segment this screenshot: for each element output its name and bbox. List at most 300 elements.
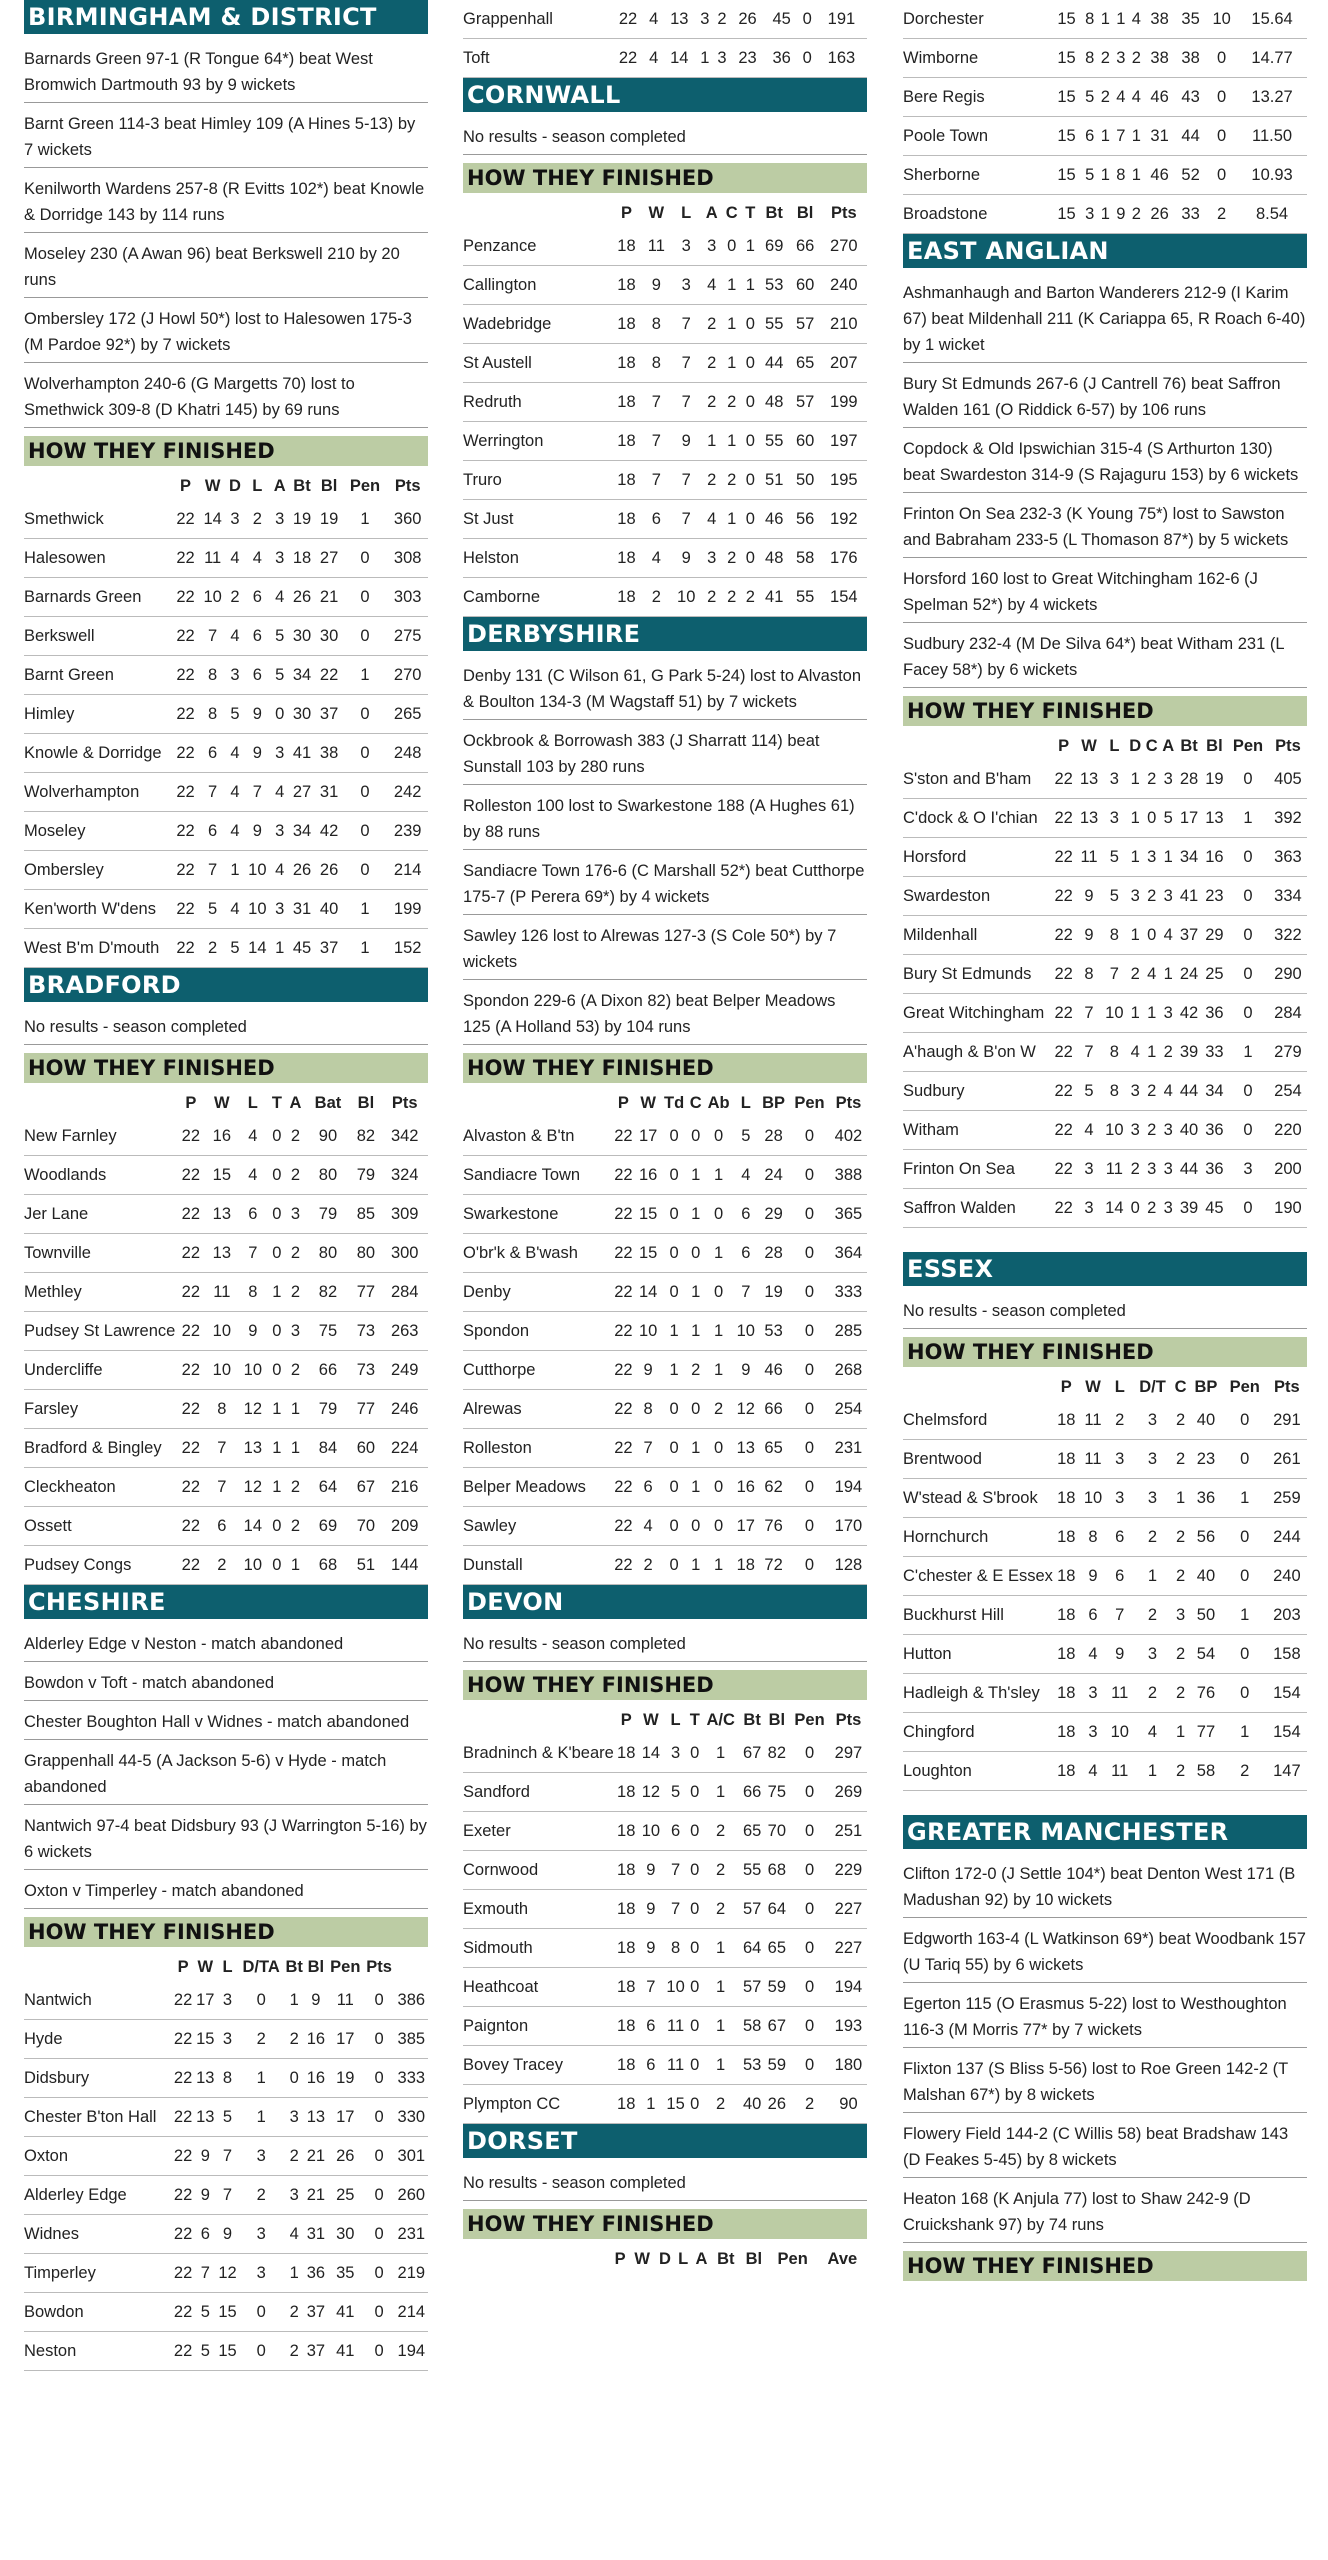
how-they-finished-header: HOW THEY FINISHED	[463, 1053, 867, 1083]
stat-cell: 4	[226, 773, 244, 812]
stat-cell: 0	[688, 2085, 702, 2124]
stat-cell: 22	[1051, 838, 1076, 877]
stat-cell: 0	[688, 1851, 702, 1890]
standings-table	[463, 2245, 867, 2273]
team-name: West B'm D'mouth	[24, 929, 172, 968]
table-row	[24, 1195, 428, 1234]
match-result: Bury St Edmunds 267-6 (J Cantrell 76) beat Saffron Walden 161 (O Riddick 6-57) by 106 runs	[903, 369, 1307, 428]
table-row	[24, 1156, 428, 1195]
stat-cell: 18	[1053, 1635, 1080, 1674]
stat-cell: 26	[327, 2137, 364, 2176]
stat-cell: 8	[1113, 156, 1129, 195]
stat-cell: 6	[194, 2215, 216, 2254]
team-name: Wolverhampton	[24, 773, 172, 812]
table-header-row	[24, 1953, 428, 1981]
stat-cell: 10	[1102, 1111, 1127, 1150]
stat-cell: 0	[661, 1234, 688, 1273]
column-header: L	[1114, 1377, 1125, 1396]
stat-cell: 9	[1113, 195, 1129, 234]
stat-cell: 290	[1269, 955, 1307, 994]
stat-cell: 0	[789, 1390, 830, 1429]
stat-cell: 22	[172, 617, 199, 656]
table-row	[463, 1390, 867, 1429]
column-header: Ave	[827, 2249, 858, 2268]
team-name: Barnards Green	[24, 578, 172, 617]
stat-cell: 17	[194, 1981, 216, 2020]
stat-cell: 8	[1082, 0, 1098, 39]
stat-cell: 154	[1267, 1713, 1307, 1752]
stat-cell: 22	[175, 1156, 206, 1195]
stat-cell: 76	[758, 1507, 789, 1546]
stat-cell: 2	[702, 1851, 740, 1890]
stat-cell: 0	[742, 383, 759, 422]
stat-cell: 284	[1269, 994, 1307, 1033]
stat-cell: 193	[830, 2007, 867, 2046]
column-header: A/C	[706, 1710, 735, 1729]
stat-cell: 7	[642, 422, 671, 461]
stat-cell: 11	[1102, 1150, 1127, 1189]
stat-cell: 158	[1267, 1635, 1307, 1674]
stat-cell: 4	[645, 0, 662, 39]
team-name: Oxton	[24, 2137, 172, 2176]
stat-cell: 1	[702, 1734, 740, 1773]
team-name: Cornwood	[463, 1851, 614, 1890]
stat-cell: 9	[244, 812, 271, 851]
table-row	[903, 916, 1307, 955]
stat-cell: 22	[1051, 955, 1076, 994]
column-header: W	[634, 2249, 650, 2268]
stat-cell: 9	[237, 1312, 268, 1351]
stat-cell: 1	[704, 1546, 734, 1585]
column-header: A	[705, 203, 718, 222]
stat-cell: 10	[206, 1351, 237, 1390]
stat-cell: 3	[1127, 1111, 1143, 1150]
column-header: D/TA	[242, 1957, 280, 1976]
team-name: Heathcoat	[463, 1968, 614, 2007]
stat-cell: 3	[239, 2137, 284, 2176]
team-name: Spondon	[463, 1312, 611, 1351]
stat-cell: 8.54	[1237, 195, 1307, 234]
stat-cell: 36	[1202, 1150, 1227, 1189]
table-row	[24, 2176, 428, 2215]
stat-cell: 14	[244, 929, 271, 968]
table-header-row	[463, 2245, 867, 2273]
stat-cell: 0	[364, 2293, 395, 2332]
table-row	[463, 1273, 867, 1312]
stat-cell: 75	[764, 1773, 789, 1812]
stat-cell: 21	[316, 578, 343, 617]
stat-cell: 6	[1080, 1596, 1107, 1635]
stat-cell: 31	[316, 773, 343, 812]
stat-cell: 216	[381, 1468, 428, 1507]
stat-cell: 154	[1267, 1674, 1307, 1713]
stat-cell: 9	[244, 734, 271, 773]
stat-cell: 0	[799, 0, 816, 39]
stat-cell: 2	[1143, 760, 1159, 799]
stat-cell: 303	[387, 578, 428, 617]
stat-cell: 17	[327, 2020, 364, 2059]
stat-cell: 0	[364, 2254, 395, 2293]
column-header: Bt	[717, 2249, 735, 2268]
stat-cell: 8	[1082, 39, 1098, 78]
stat-cell: 1	[1227, 799, 1269, 838]
column-header: Pts	[1274, 1377, 1300, 1396]
stat-cell: 1	[268, 1429, 285, 1468]
stat-cell: 7	[671, 500, 702, 539]
stat-cell: 3	[1160, 1189, 1176, 1228]
table-row	[24, 617, 428, 656]
stat-cell: 2	[1172, 1674, 1189, 1713]
stat-cell: 10	[1206, 0, 1237, 39]
stat-cell: 0	[1143, 916, 1159, 955]
column-header: Pen	[794, 1093, 825, 1112]
stat-cell: 79	[306, 1390, 351, 1429]
stat-cell: 1	[226, 851, 244, 890]
table-row	[463, 1890, 867, 1929]
stat-cell: 1	[1133, 1752, 1172, 1791]
standings-table	[24, 472, 428, 968]
stat-cell: 56	[790, 500, 821, 539]
stat-cell: 0	[688, 1773, 702, 1812]
stat-cell: 3	[1133, 1401, 1172, 1440]
table-row	[463, 539, 867, 578]
stat-cell: 45	[288, 929, 315, 968]
stat-cell: 18	[611, 383, 642, 422]
stat-cell: 1	[1172, 1479, 1189, 1518]
table-row	[24, 2098, 428, 2137]
stat-cell: 0	[364, 1981, 395, 2020]
team-name: Belper Meadows	[463, 1468, 611, 1507]
stat-cell: 6	[733, 1234, 758, 1273]
table-row	[903, 760, 1307, 799]
stat-cell: 38	[1144, 39, 1175, 78]
stat-cell: 0	[789, 1312, 830, 1351]
stat-cell: 1	[1127, 916, 1143, 955]
stat-cell: 308	[387, 539, 428, 578]
stat-cell: 1	[704, 1351, 734, 1390]
stat-cell: 7	[1113, 117, 1129, 156]
stat-cell: 55	[740, 1851, 765, 1890]
stat-cell: 7	[671, 461, 702, 500]
stat-cell: 19	[316, 500, 343, 539]
team-name: C'chester & E Essex	[903, 1557, 1053, 1596]
stat-cell: 2	[206, 1546, 237, 1585]
stat-cell: 82	[306, 1273, 351, 1312]
stat-cell: 2	[702, 2085, 740, 2124]
stat-cell: 38	[1175, 39, 1206, 78]
stat-cell: 334	[1269, 877, 1307, 916]
stat-cell: 64	[764, 1890, 789, 1929]
team-name: Camborne	[463, 578, 611, 617]
column-header: W	[1085, 1377, 1101, 1396]
stat-cell: 1	[639, 2085, 664, 2124]
team-name: Dorchester	[903, 0, 1051, 39]
team-name: Widnes	[24, 2215, 172, 2254]
stat-cell: 1	[688, 1546, 704, 1585]
standings-table	[24, 1953, 428, 2371]
stat-cell: 18	[1053, 1596, 1080, 1635]
stat-cell: 5	[194, 2293, 216, 2332]
table-row	[463, 1851, 867, 1890]
stat-cell: 22	[172, 2332, 194, 2371]
stat-cell: 60	[790, 266, 821, 305]
table-row	[463, 422, 867, 461]
table-header-row	[903, 732, 1307, 760]
stat-cell: 31	[1144, 117, 1175, 156]
match-result: Nantwich 97-4 beat Didsbury 93 (J Warrington 5-16) by 6 wickets	[24, 1811, 428, 1870]
stat-cell: 80	[306, 1234, 351, 1273]
stat-cell: 5	[199, 890, 226, 929]
team-name: W'stead & S'brook	[903, 1479, 1053, 1518]
table-row	[24, 1468, 428, 1507]
stat-cell: 77	[1189, 1713, 1222, 1752]
stat-cell: 30	[316, 617, 343, 656]
stat-cell: 7	[642, 461, 671, 500]
stat-cell: 1	[696, 39, 713, 78]
stat-cell: 0	[268, 1546, 285, 1585]
stat-cell: 15	[1051, 78, 1082, 117]
stat-cell: 22	[611, 1234, 636, 1273]
how-they-finished-header: HOW THEY FINISHED	[24, 1917, 428, 1947]
stat-cell: 21	[305, 2176, 327, 2215]
stat-cell: 3	[216, 2020, 238, 2059]
column-header: Td	[664, 1093, 685, 1112]
stat-cell: 11	[1080, 1440, 1107, 1479]
stat-cell: 0	[688, 2046, 702, 2085]
stat-cell: 1	[343, 500, 388, 539]
stat-cell: 24	[1176, 955, 1201, 994]
table-row	[463, 1812, 867, 1851]
stat-cell: 30	[327, 2215, 364, 2254]
stat-cell: 342	[381, 1117, 428, 1156]
stat-cell: 10	[206, 1312, 237, 1351]
stat-cell: 22	[611, 1390, 636, 1429]
table-row	[463, 305, 867, 344]
stat-cell: 15	[216, 2332, 238, 2371]
match-result: Sandiacre Town 176-6 (C Marshall 52*) beat Cutthorpe 175-7 (P Perera 69*) by 4 wickets	[463, 856, 867, 915]
stat-cell: 22	[172, 2215, 194, 2254]
stat-cell: 291	[1267, 1401, 1307, 1440]
stat-cell: 44	[1176, 1150, 1201, 1189]
stat-cell: 18	[611, 266, 642, 305]
stat-cell: 22	[175, 1312, 206, 1351]
stat-cell: 53	[740, 2046, 765, 2085]
column-header: Bt	[293, 476, 311, 495]
stat-cell: 1	[268, 1390, 285, 1429]
stat-cell: 0	[1223, 1674, 1267, 1713]
stat-cell: 13	[1076, 760, 1101, 799]
stat-cell: 16	[206, 1117, 237, 1156]
stat-cell: 2	[1172, 1635, 1189, 1674]
stat-cell: 275	[387, 617, 428, 656]
stat-cell: 5	[1082, 78, 1098, 117]
region-header: BRADFORD	[24, 968, 428, 1002]
stat-cell: 0	[268, 1507, 285, 1546]
stat-cell: 37	[316, 695, 343, 734]
team-name: Denby	[463, 1273, 611, 1312]
stat-cell: 76	[1189, 1674, 1222, 1713]
column-header: T	[271, 1093, 282, 1112]
stat-cell: 52	[1175, 156, 1206, 195]
team-name: Townville	[24, 1234, 175, 1273]
stat-cell: 18	[611, 227, 642, 266]
stat-cell: 6	[636, 1468, 661, 1507]
stat-cell: 3	[713, 39, 730, 78]
stat-cell: 18	[611, 344, 642, 383]
column-header: Bl	[768, 1710, 786, 1729]
stat-cell: 12	[237, 1390, 268, 1429]
stat-cell: 18	[611, 578, 642, 617]
table-row	[24, 1117, 428, 1156]
table-row	[463, 383, 867, 422]
team-name: Mildenhall	[903, 916, 1051, 955]
stat-cell: 22	[172, 1981, 194, 2020]
stat-cell: 1	[1098, 117, 1114, 156]
stat-cell: 22	[611, 1429, 636, 1468]
stat-cell: 8	[1102, 1072, 1127, 1111]
stat-cell: 4	[226, 617, 244, 656]
stat-cell: 5	[663, 1773, 688, 1812]
stat-cell: 7	[244, 773, 271, 812]
stat-cell: 1	[722, 500, 742, 539]
stat-cell: 0	[1223, 1440, 1267, 1479]
how-they-finished-header: HOW THEY FINISHED	[463, 2209, 867, 2239]
stat-cell: 194	[830, 1468, 867, 1507]
stat-cell: 22	[175, 1234, 206, 1273]
stat-cell: 17	[636, 1117, 661, 1156]
match-result: Flixton 137 (S Bliss 5-56) lost to Roe Green 142-2 (T Malshan 67*) by 8 wickets	[903, 2054, 1307, 2113]
stat-cell: 3	[1113, 39, 1129, 78]
stat-cell: 41	[327, 2293, 364, 2332]
stat-cell: 22	[172, 2254, 194, 2293]
team-name: Ombersley	[24, 851, 172, 890]
stat-cell: 0	[661, 1468, 688, 1507]
stat-cell: 18	[1053, 1440, 1080, 1479]
stat-cell: 16	[1202, 838, 1227, 877]
match-result: Flowery Field 144-2 (C Willis 58) beat Bradshaw 143 (D Feakes 5-45) by 8 wickets	[903, 2119, 1307, 2178]
stat-cell: 31	[305, 2215, 327, 2254]
stat-cell: 0	[268, 1234, 285, 1273]
stat-cell: 191	[816, 0, 867, 39]
table-row	[903, 78, 1307, 117]
stat-cell: 1	[704, 1312, 734, 1351]
table-row	[463, 1468, 867, 1507]
stat-cell: 9	[639, 1851, 664, 1890]
stat-cell: 44	[759, 344, 790, 383]
match-result: Egerton 115 (O Erasmus 5-22) lost to Westhoughton 116-3 (M Morris 77* by 7 wickets	[903, 1989, 1307, 2048]
standings-table	[24, 1089, 428, 1585]
stat-cell: 322	[1269, 916, 1307, 955]
match-result: Chester Boughton Hall v Widnes - match abandoned	[24, 1707, 428, 1740]
stat-cell: 57	[740, 1968, 765, 2007]
stat-cell: 152	[387, 929, 428, 968]
team-name: S'ston and B'ham	[903, 760, 1051, 799]
standings-table	[463, 1706, 867, 2124]
column-header: P	[614, 2249, 626, 2268]
stat-cell: 0	[1206, 156, 1237, 195]
column-header: W	[648, 203, 665, 222]
stat-cell: 259	[1267, 1479, 1307, 1518]
team-name: Methley	[24, 1273, 175, 1312]
stat-cell: 2	[285, 1234, 305, 1273]
stat-cell: 14	[636, 1273, 661, 1312]
stat-cell: 26	[288, 578, 315, 617]
stat-cell: 0	[704, 1468, 734, 1507]
region-header: DORSET	[463, 2124, 867, 2158]
stat-cell: 0	[1227, 760, 1269, 799]
stat-cell: 0	[661, 1117, 688, 1156]
team-name: Broadstone	[903, 195, 1051, 234]
column-header: Pen	[349, 476, 381, 495]
stat-cell: 1	[1223, 1479, 1267, 1518]
stat-cell: 147	[1267, 1752, 1307, 1791]
stat-cell: 22	[175, 1117, 206, 1156]
stat-cell: 36	[765, 39, 799, 78]
stat-cell: 2	[1129, 39, 1145, 78]
stat-cell: 0	[364, 2176, 395, 2215]
stat-cell: 11.50	[1237, 117, 1307, 156]
table-row	[903, 1401, 1307, 1440]
stat-cell: 2	[702, 1890, 740, 1929]
stat-cell: 48	[759, 539, 790, 578]
team-name: Swardeston	[903, 877, 1051, 916]
stat-cell: 2	[702, 1812, 740, 1851]
stat-cell: 18	[614, 1851, 639, 1890]
stat-cell: 405	[1269, 760, 1307, 799]
stat-cell: 5	[271, 656, 289, 695]
stat-cell: 7	[1076, 1033, 1101, 1072]
stat-cell: 18	[614, 1773, 639, 1812]
team-name: Bradninch & K'beare	[463, 1734, 614, 1773]
stat-cell: 60	[350, 1429, 381, 1468]
stat-cell: 22	[172, 851, 199, 890]
team-name: Farsley	[24, 1390, 175, 1429]
stat-cell: 1	[722, 422, 742, 461]
column-header: Pts	[835, 1093, 862, 1112]
stat-cell: 18	[611, 461, 642, 500]
stat-cell: 0	[661, 1546, 688, 1585]
match-result: Kenilworth Wardens 257-8 (R Evitts 102*) beat Knowle & Dorridge 143 by 114 runs	[24, 174, 428, 233]
team-name: Sherborne	[903, 156, 1051, 195]
how-they-finished-header: HOW THEY FINISHED	[903, 696, 1307, 726]
stat-cell: 3	[271, 734, 289, 773]
stat-cell: 0	[688, 2007, 702, 2046]
table-row	[463, 0, 867, 39]
stat-cell: 240	[821, 266, 867, 305]
table-header-row	[24, 1089, 428, 1117]
column-header: D	[659, 2249, 671, 2268]
stat-cell: 22	[175, 1429, 206, 1468]
stat-cell: 17	[733, 1507, 758, 1546]
stat-cell: 0	[343, 812, 388, 851]
team-name: Loughton	[903, 1752, 1053, 1791]
stat-cell: 1	[1227, 1033, 1269, 1072]
stat-cell: 30	[288, 695, 315, 734]
match-result: Sawley 126 lost to Alrewas 127-3 (S Cole 50*) by 7 wickets	[463, 921, 867, 980]
stat-cell: 10	[244, 851, 271, 890]
stat-cell: 66	[790, 227, 821, 266]
stat-cell: 58	[740, 2007, 765, 2046]
stat-cell: 2	[239, 2020, 284, 2059]
table-row	[903, 1557, 1307, 1596]
stat-cell: 90	[830, 2085, 867, 2124]
stat-cell: 4	[271, 578, 289, 617]
stat-cell: 18	[1053, 1479, 1080, 1518]
stat-cell: 33	[1202, 1033, 1227, 1072]
table-row	[903, 1111, 1307, 1150]
stat-cell: 285	[830, 1312, 867, 1351]
column-header: A	[695, 2249, 708, 2268]
